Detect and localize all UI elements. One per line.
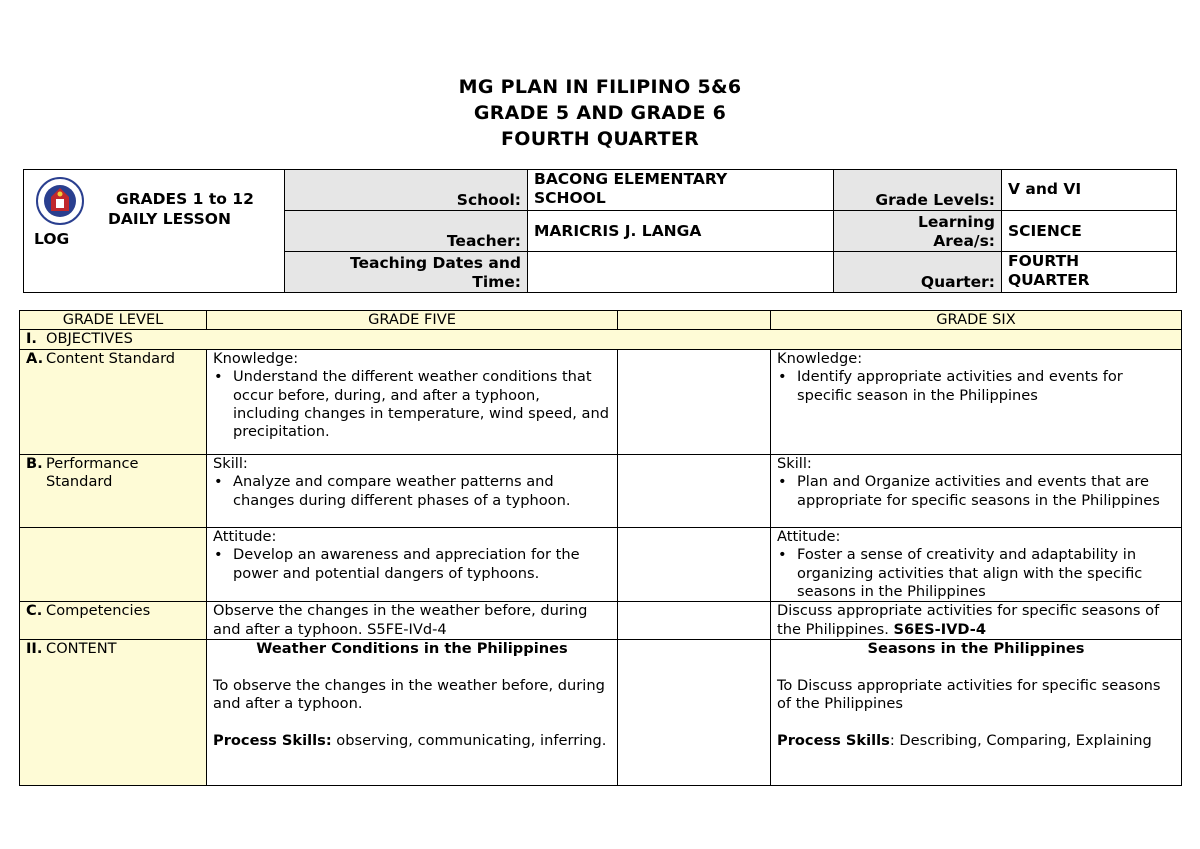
performance-standard-g6-cell [771, 454, 1182, 527]
g6-knowledge-text: Identify appropriate activities and events for specific season in the Philippines [797, 368, 1123, 404]
empty-header-cell [618, 311, 771, 330]
list-item [777, 368, 1175, 405]
bullet-icon: • [778, 546, 787, 564]
g6-skill-text: Plan and Organize activities and events that are appropriate for specific seasons in the Philippines [797, 473, 1160, 509]
teaching-dates-label-line2: Time: [472, 273, 521, 291]
title-line-1: MG PLAN IN FILIPINO 5&6 [458, 76, 742, 98]
empty-cell [618, 640, 771, 786]
g6-skill-heading: Skill: [777, 454, 812, 472]
list-item [213, 473, 611, 510]
empty-cell [618, 454, 771, 527]
spacer [213, 659, 611, 677]
competencies-label: Competencies [46, 602, 151, 620]
school-label: School: [285, 170, 528, 211]
g6-attitude-heading: Attitude: [777, 527, 841, 545]
g5-skill-heading: Skill: [213, 454, 248, 472]
quarter-value-line2: QUARTER [1008, 271, 1090, 289]
bullet-icon: • [778, 368, 787, 386]
content-label: CONTENT [46, 640, 117, 658]
content-standard-g5-cell [207, 349, 618, 454]
g5-process-skills-label: Process Skills: [213, 732, 332, 750]
g6-process-skills [777, 732, 1175, 750]
competencies-label-cell [20, 602, 207, 640]
learning-area-value: SCIENCE [1002, 211, 1177, 252]
attitude-label-cell [20, 527, 207, 602]
attitude-row [20, 527, 1182, 602]
teaching-dates-label-line1: Teaching Dates and [349, 254, 521, 272]
title-line-2: GRADE 5 AND GRADE 6 [473, 102, 727, 124]
content-standard-label-cell [20, 349, 207, 454]
learning-area-label-line1: Learning [918, 213, 995, 231]
teacher-label: Teacher: [285, 211, 528, 252]
performance-standard-label-line1: Performance [46, 454, 139, 472]
g6-attitude-text: Foster a sense of creativity and adaptability in organizing activities that align with the specific seasons in the Philippines [797, 546, 1143, 601]
content-number: II. [26, 640, 43, 658]
grade-five-header: GRADE FIVE [207, 311, 618, 330]
grade-level-header: GRADE LEVEL [20, 311, 207, 330]
g6-process-skills-label: Process Skills [777, 732, 890, 750]
g5-process-skills [213, 732, 611, 750]
document-title-block [0, 74, 1200, 152]
school-value-line2: SCHOOL [534, 189, 606, 207]
objectives-label: OBJECTIVES [46, 330, 133, 348]
teacher-value: MARICRIS J. LANGA [528, 211, 834, 252]
bullet-icon: • [778, 473, 787, 491]
content-g6-cell [771, 640, 1182, 786]
g5-knowledge-heading: Knowledge: [213, 349, 299, 367]
performance-standard-row [20, 454, 1182, 527]
spacer [777, 714, 1175, 732]
content-standard-label: Content Standard [46, 349, 176, 367]
performance-standard-label [26, 455, 200, 492]
g6-process-skills-text: : Describing, Comparing, Explaining [889, 732, 1152, 750]
g5-process-skills-text: observing, communicating, inferring. [331, 732, 607, 750]
lesson-plan-table [19, 310, 1182, 786]
content-g5-cell [207, 640, 618, 786]
logo-text-daily-lesson: DAILY LESSON [108, 210, 231, 228]
performance-standard-letter: B. [26, 454, 43, 472]
performance-standard-g5-cell [207, 454, 618, 527]
performance-standard-label-text [46, 455, 138, 492]
content-standard-g6-cell [771, 349, 1182, 454]
quarter-value-line1: FOURTH [1008, 252, 1080, 270]
deped-seal-icon [36, 177, 84, 225]
list-item [777, 546, 1175, 601]
learning-area-label-line2: Area/s: [933, 232, 995, 250]
competencies-row [20, 602, 1182, 640]
g6-competency-code: S6ES-IVD-4 [893, 620, 987, 638]
bullet-icon: • [214, 473, 223, 491]
grade-levels-value: V and VI [1002, 170, 1177, 211]
bullet-icon: • [214, 546, 223, 564]
g5-attitude-heading: Attitude: [213, 527, 277, 545]
content-standard-letter: A. [26, 349, 44, 367]
empty-cell [618, 349, 771, 454]
objectives-cell [20, 330, 1182, 349]
competencies-letter: C. [26, 602, 43, 620]
quarter-label: Quarter: [834, 252, 1002, 293]
header-info-table [23, 169, 1177, 293]
logo-text-grades: GRADES 1 to 12 [116, 190, 254, 208]
spacer [777, 659, 1175, 677]
attitude-g6-cell [771, 527, 1182, 602]
g5-skill-text: Analyze and compare weather patterns and changes during different phases of a typhoon. [233, 473, 571, 509]
spacer [213, 714, 611, 732]
content-row [20, 640, 1182, 786]
grade-levels-label: Grade Levels: [834, 170, 1002, 211]
logo-text-log: LOG [34, 230, 70, 248]
g5-content-objective: To observe the changes in the weather before, during and after a typhoon. [213, 677, 605, 713]
list-item [777, 473, 1175, 510]
logo-cell [24, 170, 285, 293]
g5-content-title: Weather Conditions in the Philippines [256, 640, 568, 658]
table-header-row [20, 311, 1182, 330]
content-label-cell [20, 640, 207, 786]
objectives-number: I. [26, 330, 37, 348]
title-line-3: FOURTH QUARTER [500, 128, 700, 150]
teaching-dates-label [285, 252, 528, 293]
teaching-dates-value [528, 252, 834, 293]
g6-competency-text: Discuss appropriate activities for specific seasons of the Philippines. [777, 602, 1160, 638]
performance-standard-label-cell [20, 454, 207, 527]
bullet-icon: • [214, 368, 223, 386]
g6-content-objective: To Discuss appropriate activities for specific seasons of the Philippines [777, 677, 1161, 713]
quarter-value [1002, 252, 1177, 293]
g6-knowledge-heading: Knowledge: [777, 349, 863, 367]
list-item [213, 368, 611, 442]
school-value-line1: BACONG ELEMENTARY [534, 170, 728, 188]
competencies-g5-cell: Observe the changes in the weather before, during and after a typhoon. S5FE-IVd-4 [207, 602, 618, 640]
grade-six-header: GRADE SIX [771, 311, 1182, 330]
performance-standard-label-line2: Standard [46, 473, 113, 491]
g5-attitude-text: Develop an awareness and appreciation for the power and potential dangers of typhoons. [233, 546, 580, 582]
school-value [528, 170, 834, 211]
g5-knowledge-text: Understand the different weather conditions that occur before, during, and after a typhoon, including changes in temperature, wind speed, and precipitation. [233, 368, 609, 441]
objectives-row [20, 330, 1182, 349]
g6-content-title: Seasons in the Philippines [867, 640, 1085, 658]
empty-cell [618, 527, 771, 602]
learning-area-label [834, 211, 1002, 252]
competencies-g6-cell [771, 602, 1182, 640]
empty-cell [618, 602, 771, 640]
content-standard-row [20, 349, 1182, 454]
attitude-g5-cell [207, 527, 618, 602]
list-item [213, 546, 611, 583]
